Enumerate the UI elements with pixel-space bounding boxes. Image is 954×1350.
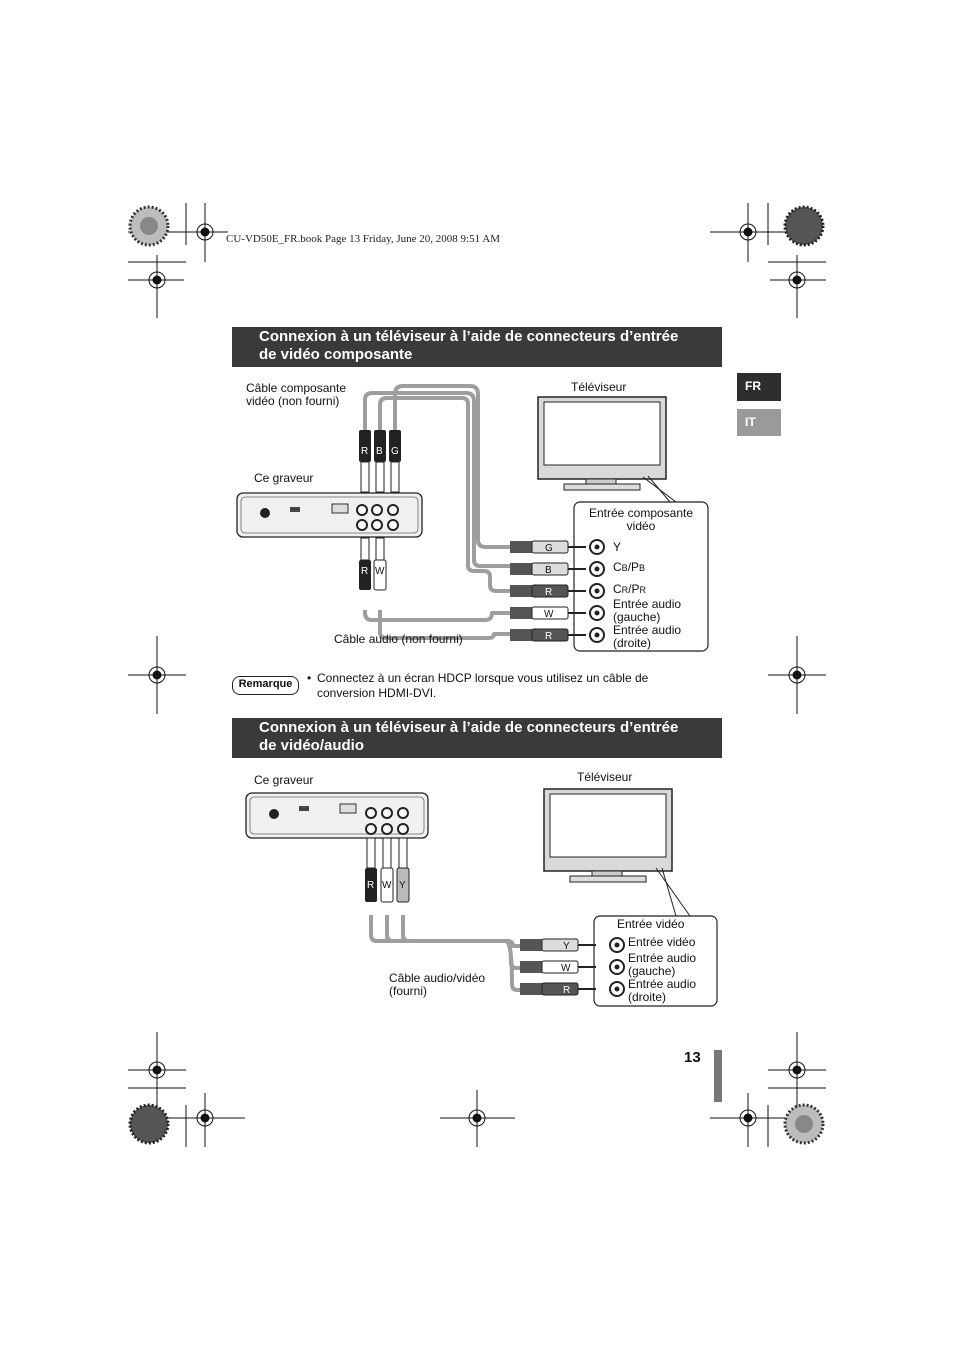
section2-title-line1: Connexion à un téléviseur à l’aide de connecteurs d’entrée (259, 719, 679, 736)
plug-letter-w-audio: W (375, 566, 385, 577)
section2-title-line2: de vidéo/audio (259, 737, 365, 754)
recorder-device-2 (246, 793, 428, 838)
tv-plugs-2 (520, 939, 596, 995)
port-label-cb: CB/PB (613, 560, 646, 574)
av-tv-plug-letter-y: Y (563, 941, 570, 952)
recorder-label-2: Ce graveur (254, 773, 314, 787)
input-box-title-1: Entrée composante vidéo (588, 506, 694, 533)
tv-plug-letter-b: B (545, 565, 552, 576)
port-label-y: Y (613, 540, 622, 554)
tv-plug-letter-w: W (544, 609, 554, 620)
port-label-audio-right: Entrée audio (droite) (613, 623, 682, 650)
tv-label-2: Téléviseur (577, 770, 633, 784)
av-tv-plug-letter-r: R (563, 985, 571, 996)
av-plug-letter-w: W (382, 880, 392, 891)
print-header: CU-VD50E_FR.book Page 13 Friday, June 20, 2008 9:51 AM (226, 233, 500, 245)
section1-title-line1: Connexion à un téléviseur à l’aide de connecteurs d’entrée (259, 328, 679, 345)
recorder-label-1: Ce graveur (254, 471, 314, 485)
audio-cable-label: Câble audio (non fourni) (334, 632, 463, 646)
note-badge: Remarque (232, 676, 299, 695)
tv-plug-letter-r2: R (545, 631, 553, 642)
port-label-audio-left-2: Entrée audio (gauche) (628, 951, 697, 978)
page-edge-bar (714, 1050, 722, 1102)
section1-title-line2: de vidéo composante (259, 346, 413, 363)
av-plug-letter-r: R (367, 880, 375, 891)
tv-plug-letter-r: R (545, 587, 553, 598)
note-text: Connectez à un écran HDCP lorsque vous utilisez un câble de conversion HDMI-DVI. (317, 671, 649, 700)
note-bullet: • (307, 671, 312, 685)
component-cable-label: Câble composante vidéo (non fourni) (246, 381, 347, 408)
input-box-title-2: Entrée vidéo (617, 917, 685, 931)
plug-letter-r: R (361, 446, 369, 457)
port-label-cr: CR/PR (613, 582, 647, 596)
page-number: 13 (684, 1049, 701, 1066)
plug-letter-b: B (376, 446, 383, 457)
plugs-av (365, 838, 409, 902)
port-label-video: Entrée vidéo (628, 935, 696, 949)
av-plug-letter-y: Y (399, 880, 406, 891)
port-label-audio-right-2: Entrée audio (droite) (628, 977, 697, 1004)
tv-plug-letter-g: G (545, 543, 553, 554)
lang-tab-fr[interactable]: FR (737, 373, 781, 401)
plug-letter-g: G (391, 446, 399, 457)
av-tv-plug-letter-w: W (561, 963, 571, 974)
lang-tab-it[interactable]: IT (737, 409, 781, 436)
av-cable-label: Câble audio/vidéo (fourni) (389, 971, 486, 998)
plug-letter-r-audio: R (361, 566, 369, 577)
port-label-audio-left: Entrée audio (gauche) (613, 597, 682, 624)
tv-2 (544, 789, 704, 916)
tv-label-1: Téléviseur (571, 380, 627, 394)
